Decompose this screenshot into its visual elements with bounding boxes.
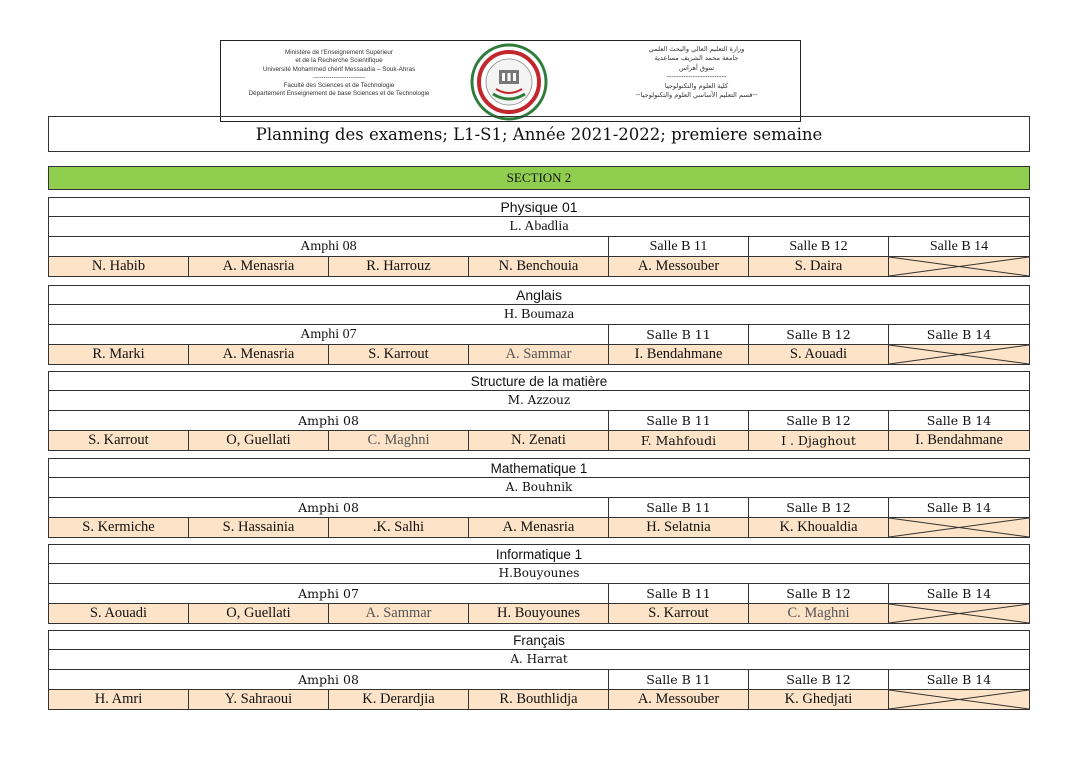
header-fr-line: Ministère de l'Enseignement Supérieur (285, 49, 393, 56)
room-label: Salle B 11 (609, 584, 749, 603)
amphi-label: Amphi 08 (49, 670, 609, 689)
surveillant-name: S. Kermiche (49, 518, 189, 537)
surveillant-name: S. Aouadi (749, 345, 889, 364)
header-arabic-text (599, 45, 794, 101)
surveillant-name: A. Menasria (189, 257, 329, 276)
amphi-label: Amphi 08 (49, 237, 609, 256)
surveillants-row (48, 345, 1030, 365)
surveillant-name: C. Maghni (749, 604, 889, 623)
surveillant-name: S. Karrout (49, 431, 189, 450)
page-title: Planning des examens; L1-S1; Année 2021-2022; premiere semaine (48, 116, 1030, 152)
header-ar-line: --قسم التعليم الأساسي العلوم والتكنولوجيا-- (635, 91, 758, 100)
surveillant-name: R. Bouthlidja (469, 690, 609, 709)
header-fr-line: Université Mohammed chérif Messaadia – Souk-Ahras (262, 65, 416, 73)
surveillant-name: .K. Salhi (329, 518, 469, 537)
surveillant-name: S. Karrout (609, 604, 749, 623)
rooms-row (48, 498, 1030, 518)
surveillant-name: C. Maghni (329, 431, 469, 450)
header-ar-line: كلية العلوم والتكنولوجيا (664, 82, 729, 91)
surveillant-name: H. Selatnia (609, 518, 749, 537)
surveillant-name: S. Aouadi (49, 604, 189, 623)
exam-block-francais (48, 630, 1030, 710)
exam-block-mathematique (48, 458, 1030, 538)
amphi-label: Amphi 08 (49, 498, 609, 517)
exam-block-physique (48, 197, 1030, 277)
header-ar-line: ------------------------- (666, 72, 727, 81)
surveillants-row (48, 604, 1030, 624)
exam-block-anglais (48, 285, 1030, 365)
amphi-label: Amphi 08 (49, 411, 609, 430)
header-fr-line: Département Enseignement de base Sciences et de Technologie (248, 90, 430, 98)
crossed-out-cell (889, 604, 1029, 623)
surveillant-name: A. Messouber (609, 690, 749, 709)
crossed-out-cell (889, 345, 1029, 364)
exam-professor: A. Harrat (48, 650, 1030, 670)
exam-professor: M. Azzouz (48, 391, 1030, 411)
crossed-out-cell (889, 257, 1029, 276)
exam-subject: Mathematique 1 (48, 458, 1030, 478)
surveillant-name: O, Guellati (189, 431, 329, 450)
header-ar-line: وزارة التعليم العالي والبحث العلمي (648, 45, 745, 53)
exam-subject: Anglais (48, 285, 1030, 305)
room-label: Salle B 14 (929, 239, 989, 254)
surveillant-name: K. Ghedjati (749, 690, 889, 709)
exam-professor: H. Boumaza (48, 305, 1030, 325)
room-label: Salle B 11 (609, 498, 749, 517)
header-banner (220, 40, 801, 122)
surveillant-name: N. Zenati (469, 431, 609, 450)
room-label: Salle B 11 (609, 237, 749, 256)
surveillant-name: I. Bendahmane (915, 432, 1003, 448)
surveillant-name: A. Menasria (189, 345, 329, 364)
exam-professor: L. Abadlia (48, 217, 1030, 237)
surveillant-name: H. Bouyounes (469, 604, 609, 623)
room-label: Salle B 14 (926, 413, 992, 428)
room-label: Salle B 11 (609, 411, 749, 430)
header-french-text (221, 49, 457, 99)
room-label: Salle B 12 (749, 237, 889, 256)
surveillant-name: Y. Sahraoui (189, 690, 329, 709)
rooms-row (48, 237, 1030, 257)
surveillant-name: S. Daira (749, 257, 889, 276)
surveillant-name: A. Sammar (329, 604, 469, 623)
rooms-row (48, 411, 1030, 431)
exam-subject: Informatique 1 (48, 544, 1030, 564)
surveillants-row (48, 690, 1030, 710)
exam-block-informatique (48, 544, 1030, 624)
surveillants-row (48, 518, 1030, 538)
surveillant-name: N. Benchouia (469, 257, 609, 276)
surveillant-name: S. Karrout (329, 345, 469, 364)
amphi-label: Amphi 07 (49, 584, 609, 603)
surveillant-name: A. Menasria (469, 518, 609, 537)
surveillant-name: K. Khoualdia (749, 518, 889, 537)
room-label: Salle B 14 (926, 586, 992, 601)
room-label: Salle B 12 (749, 325, 889, 344)
room-label: Salle B 12 (749, 411, 889, 430)
room-label: Salle B 11 (609, 325, 749, 344)
header-ar-line: سوق أهراس (679, 63, 714, 72)
surveillant-name: A. Sammar (469, 345, 609, 364)
exam-subject: Structure de la matière (48, 371, 1030, 391)
amphi-label: Amphi 07 (49, 325, 609, 344)
exam-subject: Français (48, 630, 1030, 650)
exam-block-structure-matiere (48, 371, 1030, 451)
surveillant-name: R. Marki (49, 345, 189, 364)
surveillant-name: F. Mahfoudi (609, 431, 749, 450)
crossed-out-cell (889, 690, 1029, 709)
surveillant-name: I . Djaghout (749, 431, 889, 450)
room-label: Salle B 12 (749, 670, 889, 689)
exam-professor: A. Bouhnik (48, 478, 1030, 498)
surveillant-name: R. Harrouz (329, 257, 469, 276)
surveillant-name: H. Amri (49, 690, 189, 709)
surveillant-name: K. Derardjia (329, 690, 469, 709)
crossed-out-cell (889, 518, 1029, 537)
surveillant-name: O, Guellati (189, 604, 329, 623)
header-fr-line: et de la Recherche Scientifique (295, 57, 383, 65)
section-header: SECTION 2 (48, 166, 1030, 190)
room-label: Salle B 14 (926, 327, 992, 342)
room-label: Salle B 11 (609, 670, 749, 689)
room-label: Salle B 12 (749, 498, 889, 517)
header-fr-line: ------------------------- (312, 73, 366, 81)
surveillant-name: S. Hassainia (189, 518, 329, 537)
exam-professor: H.Bouyounes (48, 564, 1030, 584)
university-seal-logo (469, 42, 549, 122)
header-ar-line: جامعة محمد الشريف مساعدية (654, 54, 739, 63)
room-label: Salle B 12 (749, 584, 889, 603)
room-label: Salle B 14 (926, 500, 992, 515)
header-fr-line: Faculté des Sciences et de Technologie (283, 82, 395, 90)
surveillant-name: I. Bendahmane (609, 345, 749, 364)
surveillant-name: N. Habib (49, 257, 189, 276)
rooms-row (48, 584, 1030, 604)
room-label: Salle B 14 (926, 672, 992, 687)
surveillants-row (48, 257, 1030, 277)
exam-subject: Physique 01 (48, 197, 1030, 217)
surveillant-name: A. Messouber (609, 257, 749, 276)
surveillants-row (48, 431, 1030, 451)
rooms-row (48, 325, 1030, 345)
rooms-row (48, 670, 1030, 690)
